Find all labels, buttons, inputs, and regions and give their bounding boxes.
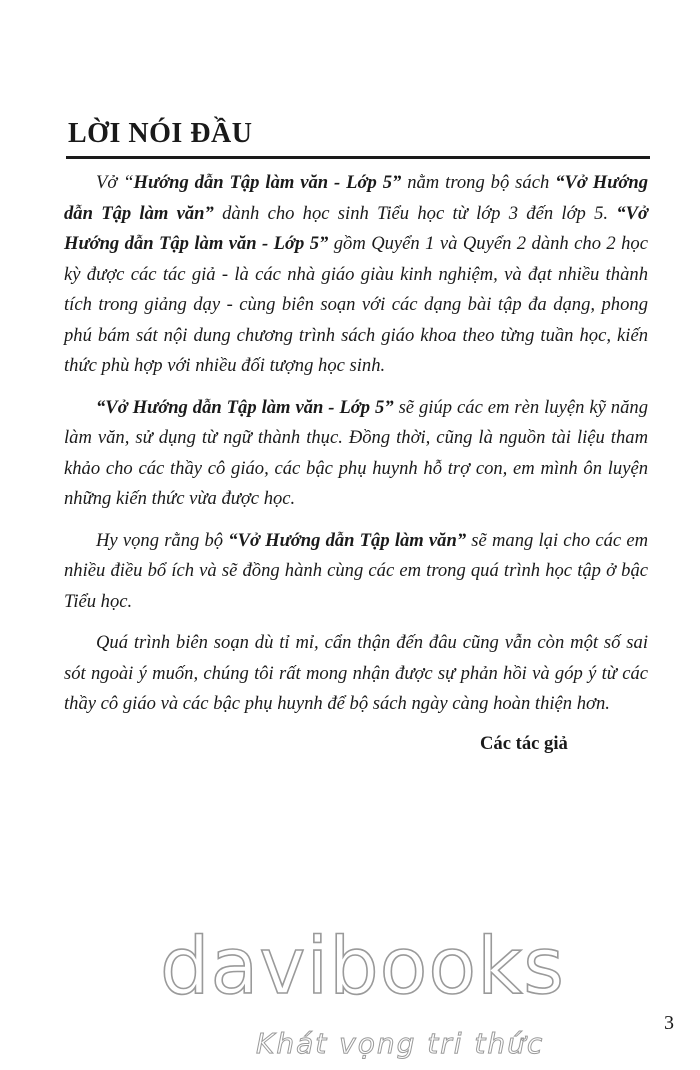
preface-body	[64, 168, 648, 731]
paragraph-text: sẽ giúp các em rèn luyện kỹ năng làm văn, sử dụng từ ngữ thành thục. Đồng thời, cũng là nguồn tài liệu tham khảo cho các thầy cô giáo, các bậc phụ huynh hỗ trợ con, em mình ôn luyện những kiến thức vừa được học.	[64, 396, 648, 509]
paragraph-text: sẽ mang lại cho các em nhiều điều bổ ích và sẽ đồng hành cùng các em trong quá trình học tập ở bậc Tiểu học.	[64, 529, 649, 612]
book-title-text: “Vở Hướng dẫn Tập làm văn”	[228, 529, 467, 551]
paragraph-text: Quá trình biên soạn dù tỉ mỉ, cẩn thận đến đâu cũng vẫn còn một số sai sót ngoài ý muốn, chúng tôi rất mong nhận được sự phản hồi và góp ý từ các thầy cô giáo và các bậc phụ huynh để bộ sách ngày càng hoàn thiện hơn.	[64, 632, 648, 714]
paragraph	[64, 628, 648, 720]
page-number: 3	[664, 1012, 674, 1034]
paragraph	[64, 526, 648, 618]
paragraph	[64, 168, 648, 382]
page-title: LỜI NÓI ĐẦU	[68, 118, 253, 149]
paragraph-text: nằm trong bộ sách	[401, 172, 556, 193]
book-title-text: “Vở Hướng dẫn Tập làm văn - Lớp 5”	[64, 202, 648, 254]
book-title-text: Hướng dẫn Tập làm văn - Lớp 5”	[133, 172, 402, 193]
paragraph-text: Hy vọng rằng bộ	[96, 529, 229, 551]
book-title-text: “Vở Hướng dẫn Tập làm văn”	[64, 172, 648, 224]
paragraph-text: dành cho học sinh Tiểu học từ lớp 3 đến lớp 5.	[213, 202, 617, 224]
watermark-tagline: Khát vọng tri thức	[256, 1027, 545, 1060]
paragraph-text: gồm Quyển 1 và Quyển 2 dành cho 2 học kỳ được các tác giả - là các nhà giáo giàu kinh nghiệm, và đạt nhiều thành tích trong giảng dạy - cùng biên soạn với các dạng bài tập đa dạng, phong phú bám sát nội dung chương trình sách giáo khoa theo từng tuần học, kiến thức phù hợp với nhiều đối tượng học sinh.	[64, 233, 648, 376]
signature: Các tác giả	[480, 733, 568, 754]
title-underline	[66, 156, 650, 159]
book-title-text: “Vở Hướng dẫn Tập làm văn - Lớp 5”	[96, 396, 394, 418]
paragraph-text: Vở “	[96, 172, 134, 193]
paragraph	[64, 393, 648, 515]
watermark-logo: davibooks	[160, 922, 565, 1012]
